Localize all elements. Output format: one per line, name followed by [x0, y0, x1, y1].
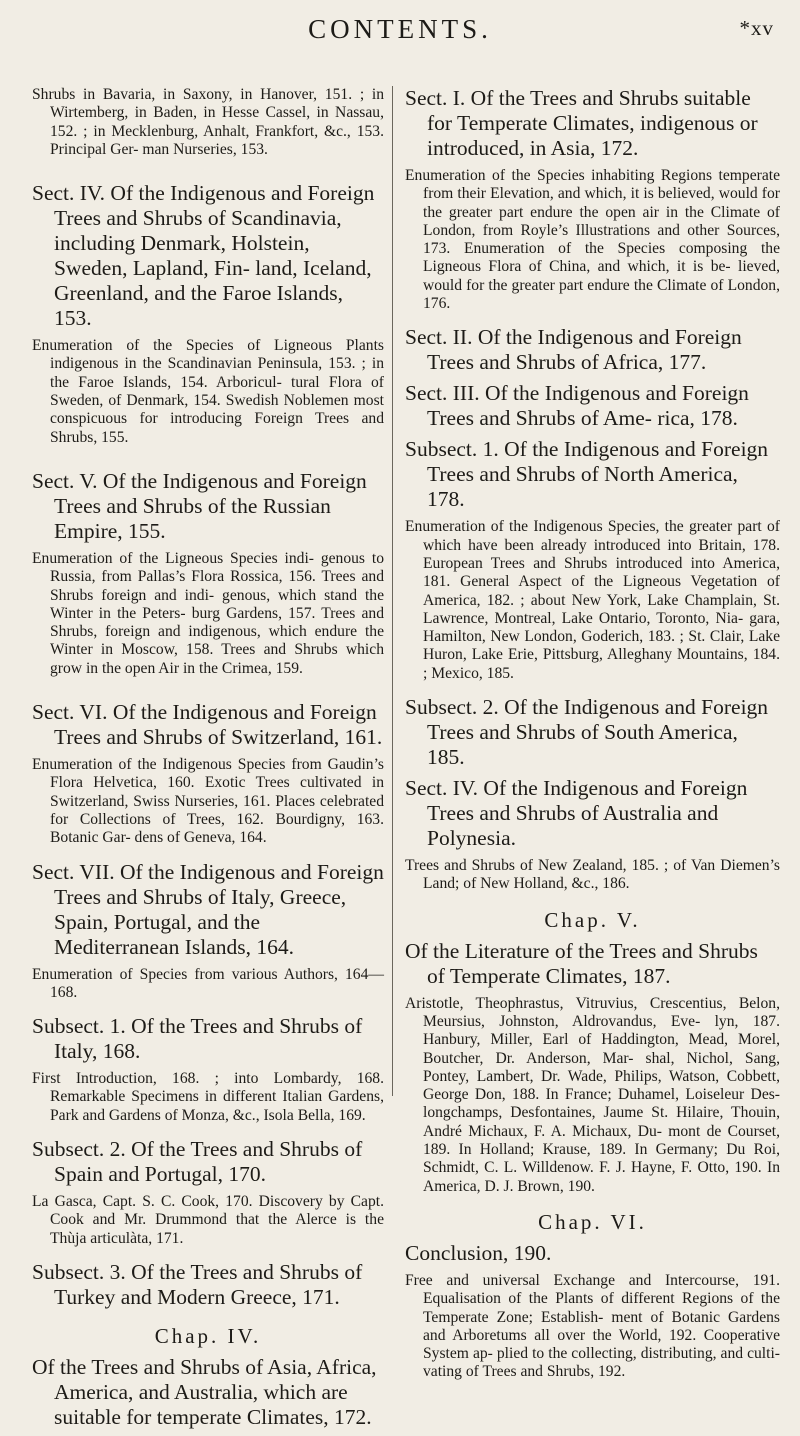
subsection-heading: Subsect. 1. Of the Indigenous and Foreign Trees and Shrubs of North America, 178.	[405, 437, 769, 512]
chapter-heading: Chap. VI.	[538, 1209, 647, 1234]
toc-entry: Enumeration of the Indigenous Species, the greater part of which have been already introduced into Britain, 178. European Trees and Shrubs introduced into America, 181. General Aspect of the Ligneous Vegetation of America, 182. ; about New York, Lake Champlain, St. Lawrence, Montreal, Lake Ontario, Toronto, Nia- gara, Hamilton, New London, Goderich, 183. ; St. Clair, Lake Huron, Lake Erie, Pittsburg, Alleghany Mountains, 184. ; Mexico, 185.	[405, 518, 780, 682]
subsection-heading: Subsect. 3. Of the Trees and Shrubs of Turkey and Modern Greece, 171.	[32, 1259, 363, 1309]
toc-entry: Aristotle, Theophrastus, Vitruvius, Crescentius, Belon, Meursius, Johnston, Aldrovandus, Eve- lyn, 187. Hanbury, Miller, Earl of Haddington, Mead, Morel, Boutcher, Dr. Anderson, Mar- shal, Nichol, Sang, Pontey, Lambert, Dr. Wade, Philips, Watson, Cobbett, George Don, 188. In France; Duhamel, Loiseleur Des- longchamps, Desfontaines, Jaume St. Hilaire, Thouin, André Michaux, F. A. Michaux, Du- mont de Courset, 189. In Holland; Krause, 189. In Germany; Du Roi, Schmidt, C. L. Willdenow. F. J. Hayne, F. Otto, 190. In America, D. J. Brown, 190.	[405, 994, 780, 1195]
right-column	[405, 86, 780, 1394]
running-title: CONTENTS.	[308, 14, 492, 44]
chapter-title: Conclusion, 190.	[405, 1240, 552, 1265]
toc-entry: Free and universal Exchange and Intercourse, 191. Equalisation of the Plants of different Regions of the Temperate Zone; Establish- ment of Botanic Gardens and Arboretums all over the World, 192. Cooperative System ap- plied to the collecting, distributing, and culti- vating of Trees and Shrubs, 192.	[405, 1271, 780, 1381]
toc-entry: Enumeration of the Species of Ligneous Plants indigenous in the Scandinavian Peninsula, 153. ; in the Faroe Islands, 154. Arboricul- tural Flora of Sweden, of Denmark, 154. Swedish Noblemen most conspicuous for introducing Foreign Trees and Shrubs, 155.	[32, 337, 384, 446]
running-head	[0, 12, 800, 52]
chapter-title: Of the Literature of the Trees and Shrubs of Temperate Climates, 187.	[405, 938, 758, 988]
section-heading: Sect. VI. Of the Indigenous and Foreign Trees and Shrubs of Switzerland, 161.	[32, 700, 383, 750]
section-heading: Sect. II. Of the Indigenous and Foreign Trees and Shrubs of Africa, 177.	[405, 325, 742, 375]
toc-entry: Trees and Shrubs of New Zealand, 185. ; of Van Diemen’s Land; of New Holland, &c., 186.	[405, 857, 780, 893]
section-heading: Sect. VII. Of the Indigenous and Foreign Trees and Shrubs of Italy, Greece, Spain, Portugal, and the Mediterranean Islands, 164.	[32, 859, 384, 959]
subsection-heading: Subsect. 1. Of the Trees and Shrubs of Italy, 168.	[32, 1014, 363, 1064]
section-heading: Sect. III. Of the Indigenous and Foreign Trees and Shrubs of Ame- rica, 178.	[405, 381, 749, 431]
toc-entry: Enumeration of Species from various Authors, 164—168.	[32, 965, 384, 1001]
section-heading: Sect. I. Of the Trees and Shrubs suitable for Temperate Climates, indigenous or introduced, in Asia, 172.	[405, 86, 758, 160]
subsection-heading: Subsect. 2. Of the Indigenous and Foreign Trees and Shrubs of South America, 185.	[405, 695, 769, 770]
chapter-title: Of the Trees and Shrubs of Asia, Africa, America, and Australia, which are suitable for temperate Climates, 172.	[32, 1354, 377, 1429]
page-number: *xv	[739, 16, 774, 40]
toc-entry: Enumeration of the Species inhabiting Regions temperate from their Elevation, and which, it is believed, would for the greater part endure the open air in the Climate of London, from Royle’s Illustrations and other Sources, 173. Enumeration of the Species composing the Ligneous Flora of China, and which, it is be- lieved, would for the greater part endure the Climate of London, 176.	[405, 167, 780, 313]
chapter-heading: Chap. IV.	[154, 1323, 262, 1348]
section-heading: Sect. IV. Of the Indigenous and Foreign Trees and Shrubs of Scandinavia, including Denmark, Holstein, Sweden, Lapland, Fin- land, Iceland, Greenland, and the Faroe Islands, 153.	[32, 181, 375, 331]
toc-entry: First Introduction, 168. ; into Lombardy, 168. Remarkable Specimens in different Italian Gardens, Park and Gardens of Monza, &c., Isola Bella, 169.	[32, 1070, 384, 1124]
section-heading: Sect. IV. Of the Indigenous and Foreign Trees and Shrubs of Australia and Polynesia.	[405, 776, 748, 851]
toc-entry: Shrubs in Bavaria, in Saxony, in Hanover, 151. ; in Wirtemberg, in Baden, in Hesse Cassel, in Nassau, 152. ; in Mecklenburg, Anhalt, Frankfort, &c., 153. Principal Ger- man Nurseries, 153.	[32, 86, 384, 158]
column-divider	[392, 86, 393, 1096]
chapter-heading: Chap. V.	[544, 907, 641, 932]
left-column	[32, 86, 384, 1436]
toc-entry: La Gasca, Capt. S. C. Cook, 170. Discovery by Capt. Cook and Mr. Drummond that the Alerce is the Thùja articulàta, 171.	[32, 1193, 384, 1247]
section-heading: Sect. V. Of the Indigenous and Foreign Trees and Shrubs of the Russian Empire, 155.	[32, 468, 367, 543]
toc-entry: Enumeration of the Ligneous Species indi- genous to Russia, from Pallas’s Flora Rossica, 156. Trees and Shrubs foreign and indi- genous, which stand the Winter in the Peters- burg Gardens, 157. Trees and Shrubs, foreign and indigenous, which endure the Winter in Moscow, 158. Trees and Shrubs which grow in the open Air in the Crimea, 159.	[32, 549, 384, 677]
toc-entry: Enumeration of the Indigenous Species from Gaudin’s Flora Helvetica, 160. Exotic Trees cultivated in Switzerland, Swiss Nurseries, 161. Places celebrated for Collections of Trees, 162. Bourdigny, 163. Botanic Gar- dens of Geneva, 164.	[32, 756, 384, 847]
subsection-heading: Subsect. 2. Of the Trees and Shrubs of Spain and Portugal, 170.	[32, 1137, 363, 1187]
